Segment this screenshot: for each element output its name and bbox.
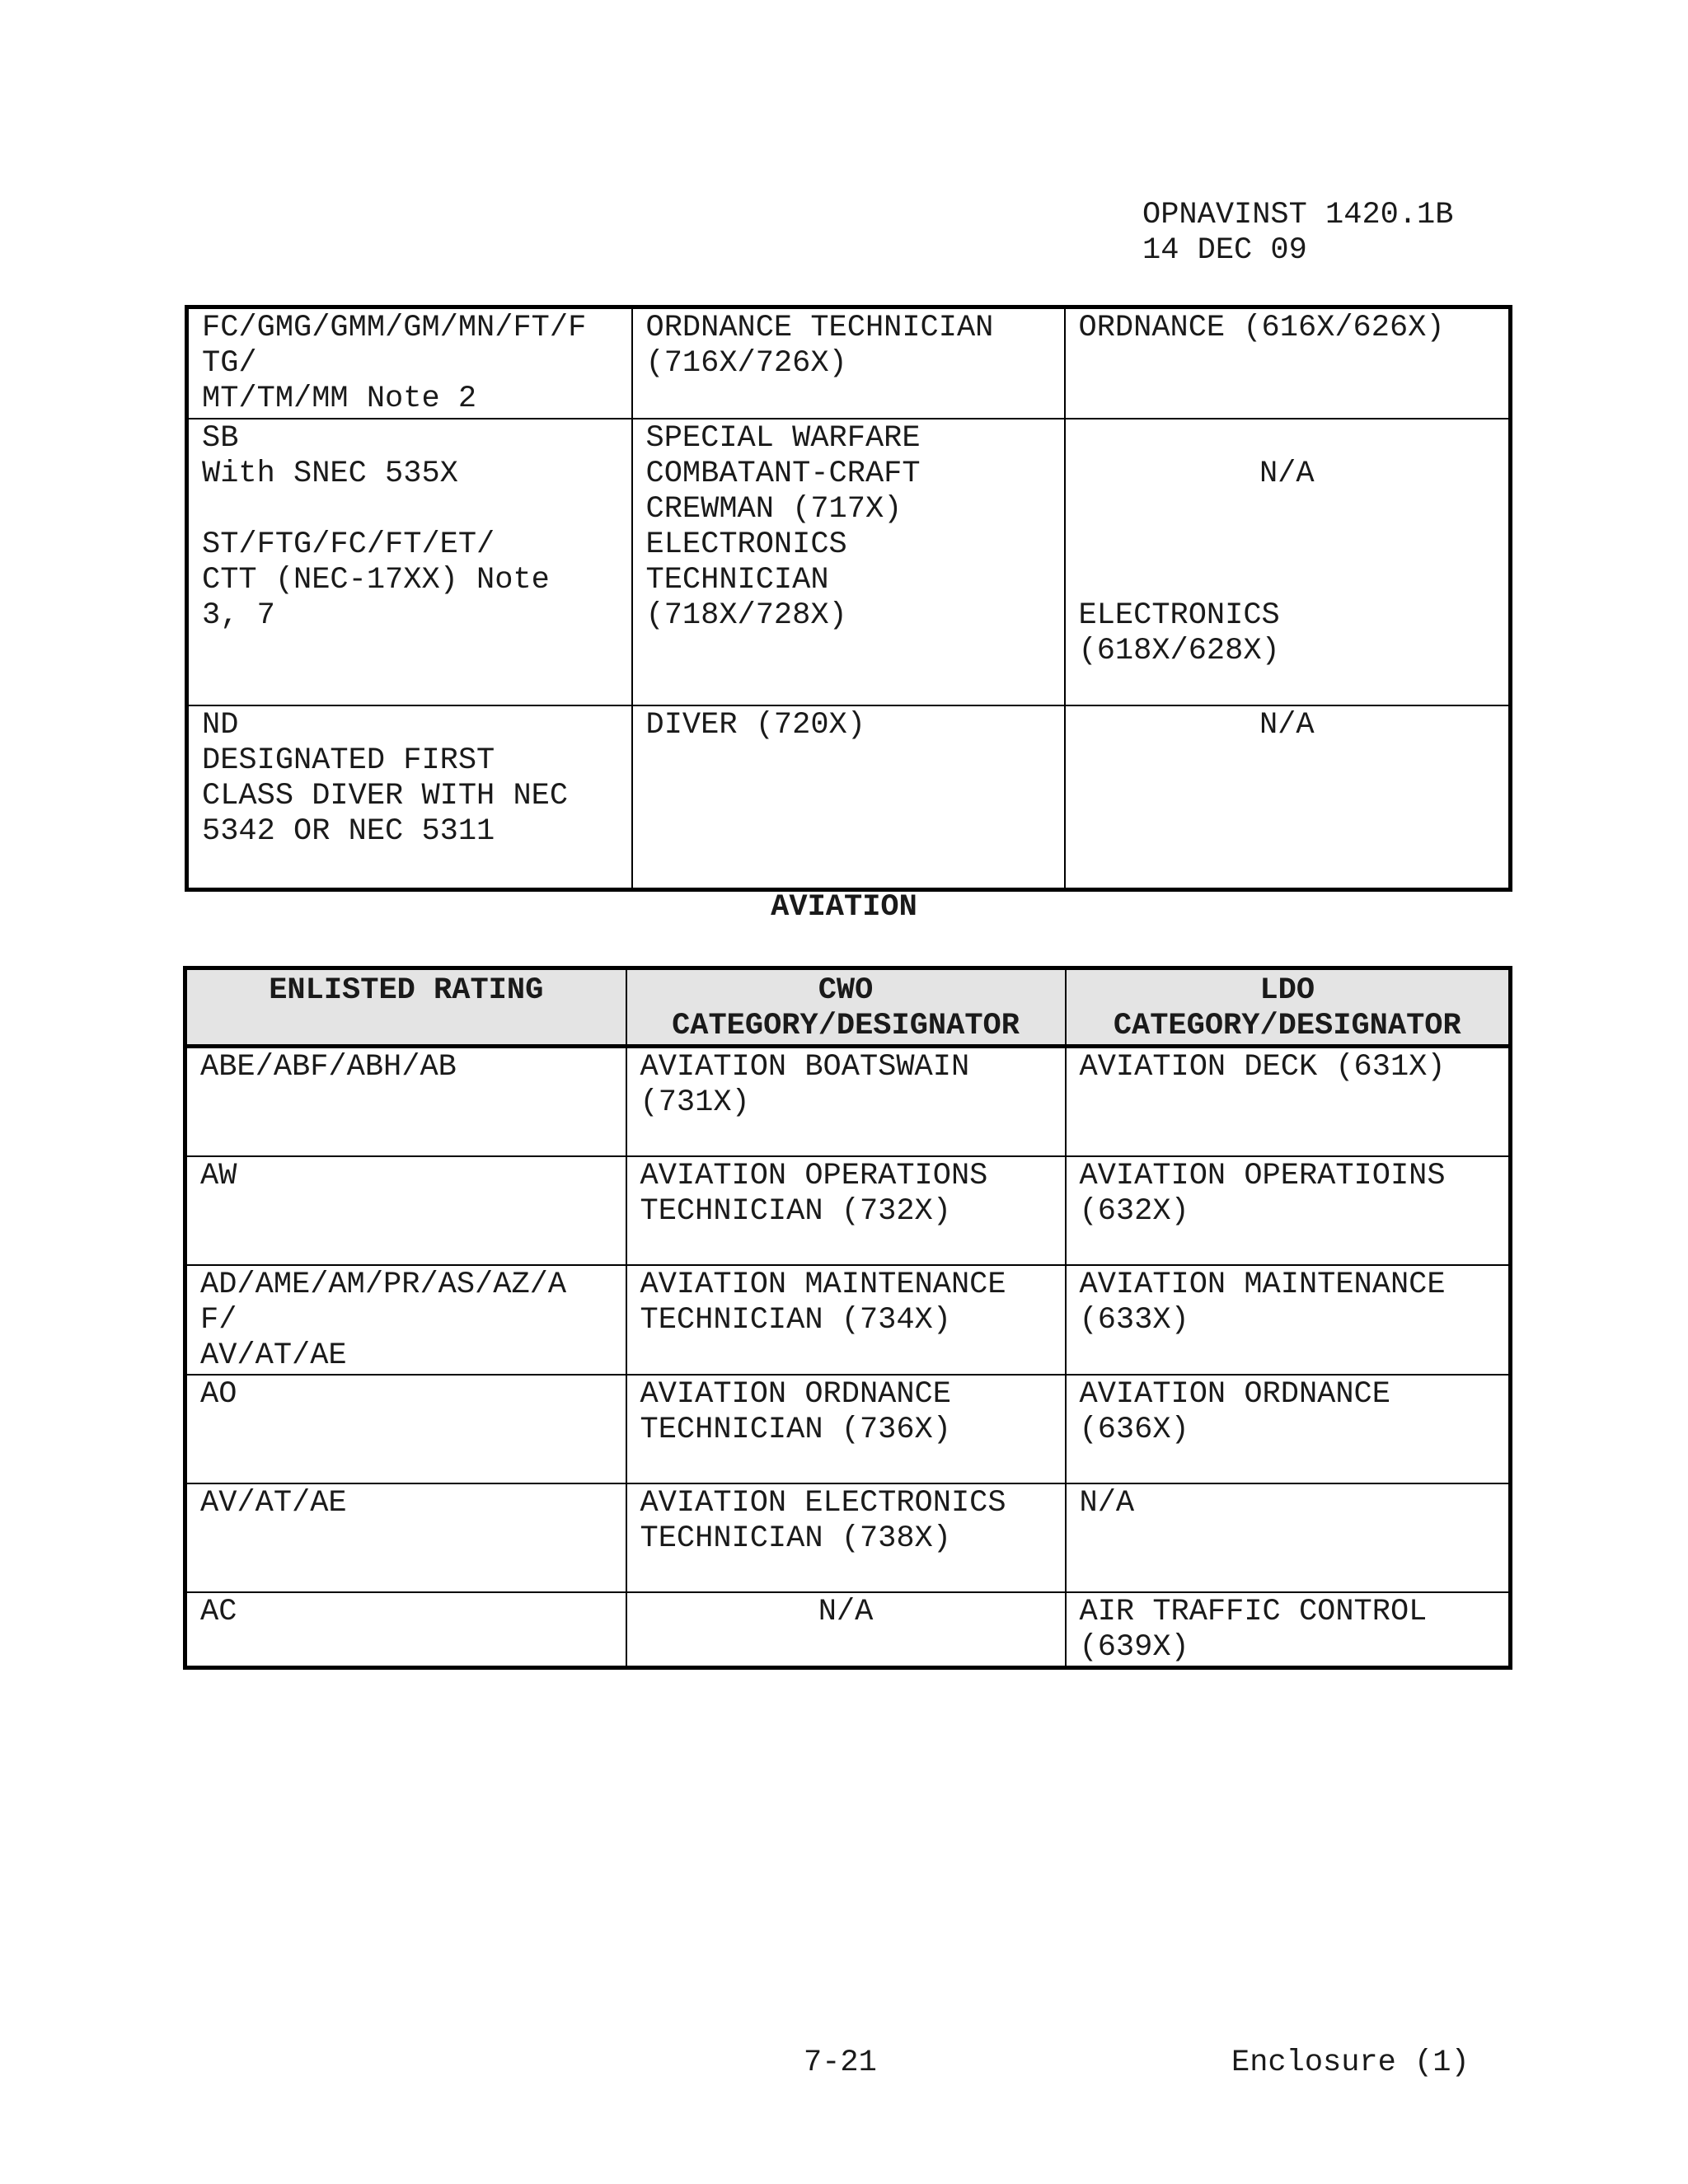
ldo-cell: AVIATION ORDNANCE (636X) xyxy=(1066,1375,1511,1483)
table-row xyxy=(185,1265,1511,1375)
header-cwo: CWO CATEGORY/DESIGNATOR xyxy=(626,968,1066,1047)
cwo-cell: N/A xyxy=(626,1592,1066,1668)
table-row xyxy=(187,705,1511,890)
ldo-cell: AVIATION OPERATIOINS (632X) xyxy=(1066,1156,1511,1265)
document-header xyxy=(1142,198,1453,269)
enclosure-label: Enclosure (1) xyxy=(1231,2046,1470,2080)
table-row xyxy=(185,1047,1511,1157)
cwo-cell: AVIATION MAINTENANCE TECHNICIAN (734X) xyxy=(626,1265,1066,1375)
rating-cell: ND DESIGNATED FIRST CLASS DIVER WITH NEC 5342 OR NEC 5311 xyxy=(187,705,632,890)
cwo-cell: AVIATION ELECTRONICS TECHNICIAN (738X) xyxy=(626,1483,1066,1592)
header-ldo: LDO CATEGORY/DESIGNATOR xyxy=(1066,968,1511,1047)
page-number: 7-21 xyxy=(804,2046,877,2080)
ldo-cell: N/A xyxy=(1066,1483,1511,1592)
table-row xyxy=(187,307,1511,419)
section-title: AVIATION xyxy=(771,890,917,925)
cwo-cell: AVIATION ORDNANCE TECHNICIAN (736X) xyxy=(626,1375,1066,1483)
rating-cell: SB With SNEC 535X ST/FTG/FC/FT/ET/ CTT (NEC-17XX) Note 3, 7 xyxy=(187,419,632,705)
aviation-table xyxy=(183,966,1512,1670)
ordnance-electronics-table xyxy=(185,305,1512,892)
rating-cell: FC/GMG/GMM/GM/MN/FT/F TG/ MT/TM/MM Note 2 xyxy=(187,307,632,419)
table-row xyxy=(187,419,1511,705)
cwo-cell: AVIATION BOATSWAIN (731X) xyxy=(626,1047,1066,1157)
ldo-cell: AVIATION MAINTENANCE (633X) xyxy=(1066,1265,1511,1375)
rating-cell: AD/AME/AM/PR/AS/AZ/A F/ AV/AT/AE xyxy=(185,1265,626,1375)
header-enlisted-rating: ENLISTED RATING xyxy=(185,968,626,1047)
table-row xyxy=(185,1375,1511,1483)
ldo-cell: N/A xyxy=(1065,705,1511,890)
ldo-na-text: N/A xyxy=(1259,457,1315,491)
ldo-cell xyxy=(1065,419,1511,705)
cwo-cell: ORDNANCE TECHNICIAN (716X/726X) xyxy=(632,307,1065,419)
rating-cell: AV/AT/AE xyxy=(185,1483,626,1592)
table-header-row xyxy=(185,968,1511,1047)
doc-date: 14 DEC 09 xyxy=(1142,233,1307,268)
rating-cell: ABE/ABF/ABH/AB xyxy=(185,1047,626,1157)
rating-cell: AC xyxy=(185,1592,626,1668)
rating-cell: AW xyxy=(185,1156,626,1265)
rating-cell: AO xyxy=(185,1375,626,1483)
table-row xyxy=(185,1483,1511,1592)
ldo-cell: AIR TRAFFIC CONTROL (639X) xyxy=(1066,1592,1511,1668)
doc-id: OPNAVINST 1420.1B xyxy=(1142,198,1454,232)
cwo-cell: DIVER (720X) xyxy=(632,705,1065,890)
ldo-cell: ORDNANCE (616X/626X) xyxy=(1065,307,1511,419)
table-row xyxy=(185,1156,1511,1265)
ldo-cell: AVIATION DECK (631X) xyxy=(1066,1047,1511,1157)
cwo-cell: SPECIAL WARFARE COMBATANT-CRAFT CREWMAN (717X) ELECTRONICS TECHNICIAN (718X/728X) xyxy=(632,419,1065,705)
table-row xyxy=(185,1592,1511,1668)
cwo-cell: AVIATION OPERATIONS TECHNICIAN (732X) xyxy=(626,1156,1066,1265)
ldo-electronics-text: ELECTRONICS (618X/628X) xyxy=(1078,598,1280,668)
